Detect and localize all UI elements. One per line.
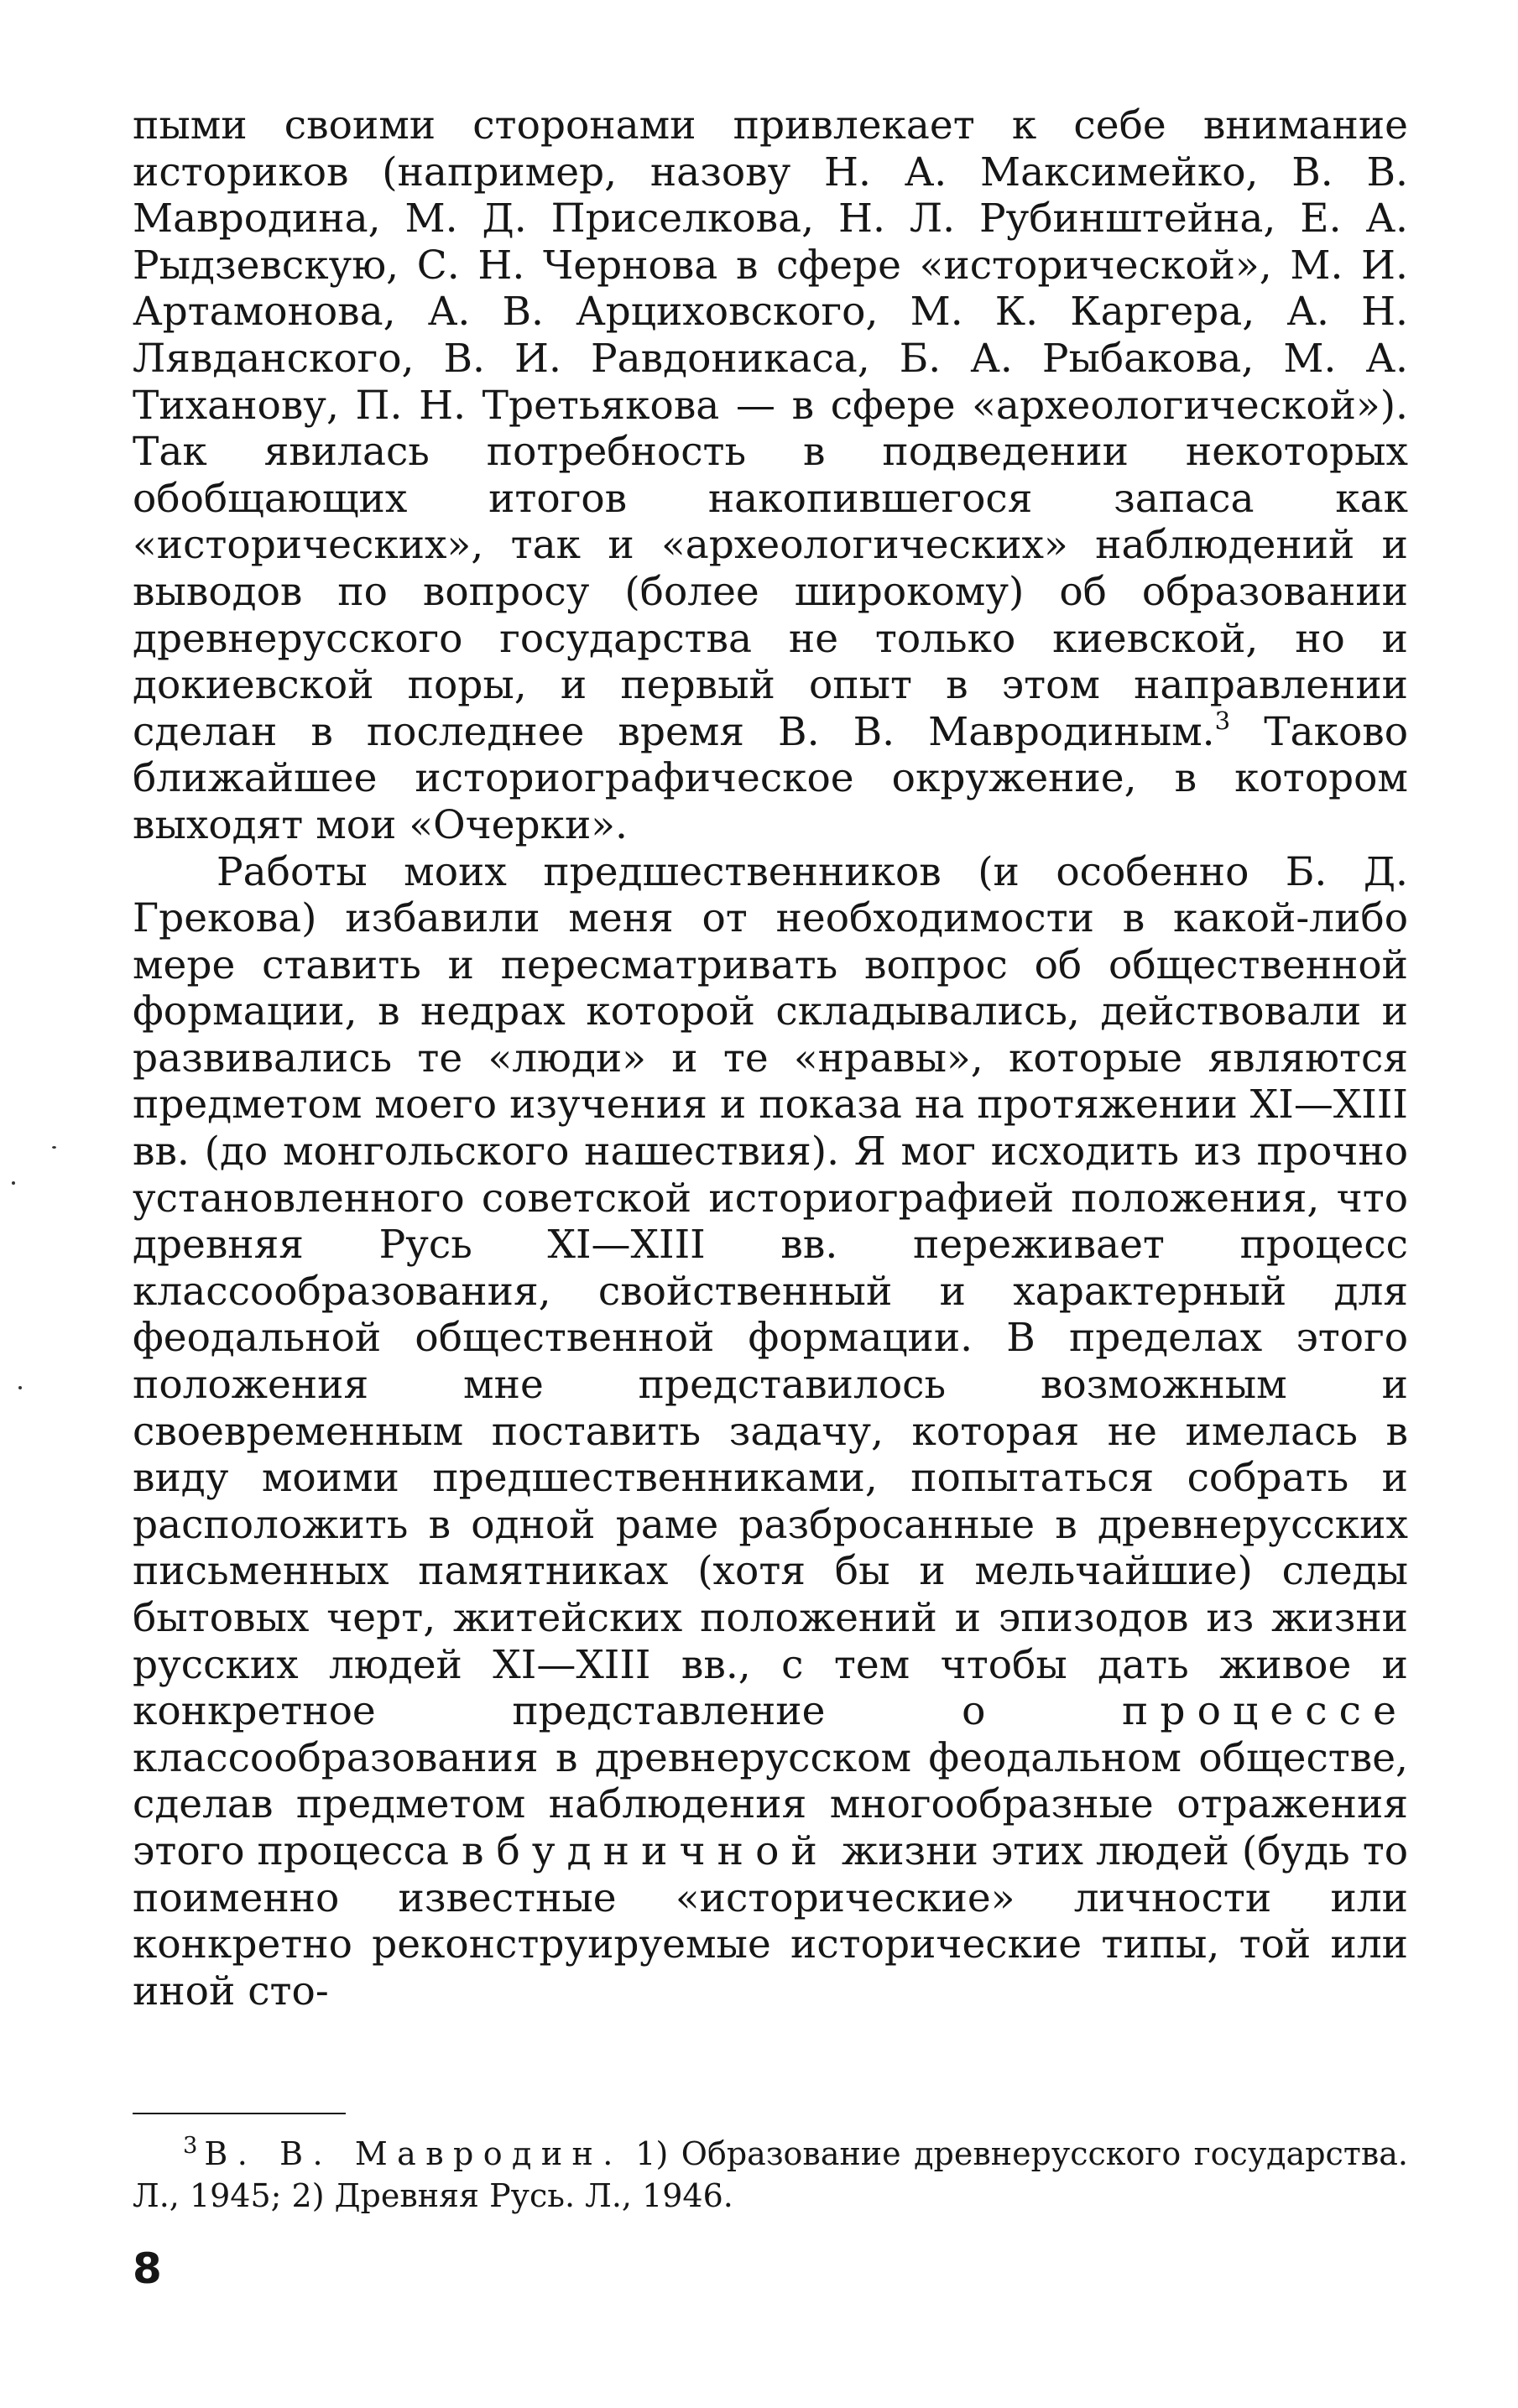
footnote-author: В. В. Мавродин. (204, 2135, 623, 2172)
text-segment: пыми своими сторонами привлекает к себе внимание историков (например, назову Н. А. Максимейко, В. В. Мавродина, М. Д. Приселкова, Н. Л. Рубинштейна, Е. А. Рыдзевскую, С. Н. Чернова в сфере «исторической», М. И. Артамонова, А. В. Арциховского, М. К. Каргера, А. Н. Лявданского, В. И. Равдоникаса, Б. А. Рыбакова, М. А. Тиханову, П. Н. Третьякова — в сфере «археологической»). Так явилась потребность в подведении некоторых обобщающих итогов накопившегося запаса как «исторических», так и «археологических» наблюдений и выводов по вопросу (более широкому) об образовании древнерусского государства не только киевской, но и докиевской поры, и первый опыт в этом направлении сделан в последнее время В. В. Мавродиным. (133, 102, 1408, 755)
scan-speck (52, 1146, 56, 1149)
footnote-mark: 3 (183, 2133, 198, 2160)
spaced-emphasis: процессе (1121, 1688, 1408, 1735)
paragraph (133, 849, 1408, 2015)
text-segment: жизни этих людей (будь то поименно известные «исторические» личности или конкретно реконструируемые исторические типы, той или иной сто- (133, 1827, 1408, 2014)
text-segment: классообразования в древнерусском феодальном обществе, сделав предметом наблюдения многообразные отражения этого процесса в (133, 1734, 1408, 1874)
footnote-divider (133, 2113, 346, 2114)
page-number: 8 (133, 2244, 162, 2293)
footnote-reference: 3 (1214, 706, 1231, 735)
paragraph (133, 102, 1408, 849)
scan-speck (12, 1181, 15, 1185)
footnote-text: 1) Образование древнерусского государства. Л., 1945; 2) Древняя Русь. Л., 1946. (133, 2135, 1408, 2214)
main-text-body (133, 102, 1408, 2014)
scan-speck (18, 1386, 22, 1389)
text-segment: Работы моих предшественников (и особенно Б. Д. Грекова) избавили меня от необходимости в какой-либо мере ставить и пересматривать вопрос об общественной формации, в недрах которой складывались, действовали и развивались те «люди» и те «нравы», которые являются предметом моего изучения и показа на протяжении XI—XIII вв. (до монгольского нашествия). Я мог исходить из прочно установленного советской историографией положения, что древняя Русь XI—XIII вв. переживает процесс классообразования, свойственный и характерный для феодальной общественной формации. В пределах этого положения мне представилось возможным и своевременным поставить задачу, которая не имелась в виду моими предшественниками, попытаться собрать и расположить в одной раме разбросанные в древнерусских письменных памятниках (хотя бы и мельчайшие) следы бытовых черт, житейских положений и эпизодов из жизни русских людей XI—XIII вв., с тем чтобы дать живое и конкретное представление о (133, 848, 1408, 1735)
footnote (133, 2133, 1408, 2217)
text-segment: Таково ближайшее историографическое окружение, в котором выходят мои «Очерки». (133, 708, 1408, 848)
spaced-emphasis: будничной (496, 1827, 829, 1874)
